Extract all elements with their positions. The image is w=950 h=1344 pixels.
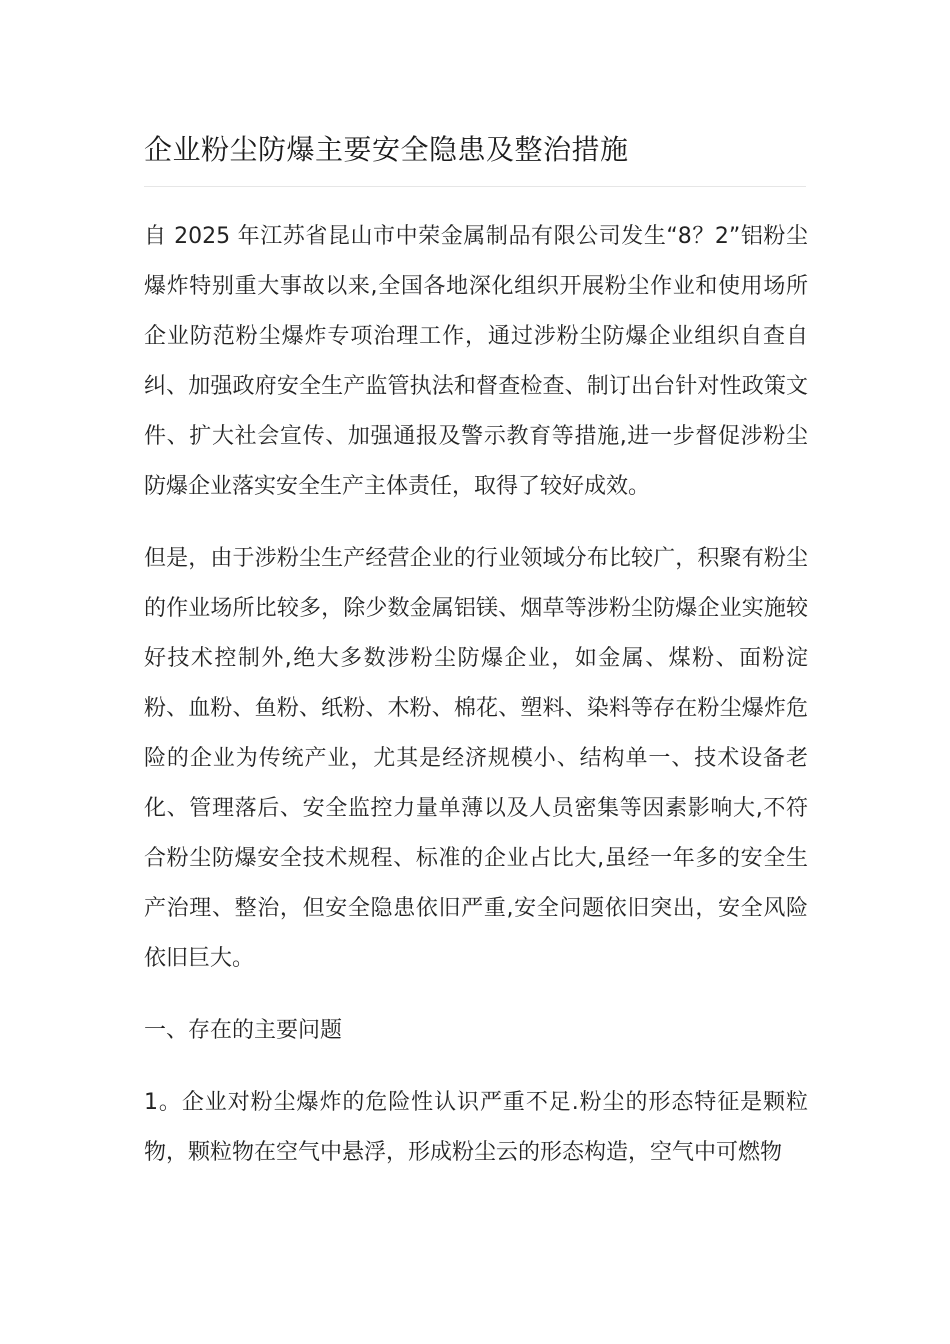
document-title: 企业粉尘防爆主要安全隐患及整治措施 xyxy=(144,133,629,166)
section-heading: 一、存在的主要问题 xyxy=(144,1018,343,1043)
paragraph-item-1: 1。企业对粉尘爆炸的危险性认识严重不足.粉尘的形态特征是颗粒物，颗粒物在空气中悬浮，形成粉尘云的形态构造，空气中可燃物 xyxy=(144,1090,808,1165)
document-body xyxy=(144,212,808,1178)
title-divider xyxy=(144,186,806,187)
paragraph-intro: 自 2025 年江苏省昆山市中荣金属制品有限公司发生“8？2”铝粉尘爆炸特别重大事故以来,全国各地深化组织开展粉尘作业和使用场所企业防范粉尘爆炸专项治理工作，通过涉粉尘防爆企业组织自查自纠、加强政府安全生产监管执法和督查检查、制订出台针对性政策文件、扩大社会宣传、加强通报及警示教育等措施,进一步督促涉粉尘防爆企业落实安全生产主体责任，取得了较好成效。 xyxy=(144,224,808,499)
paragraph-problem-overview: 但是，由于涉粉尘生产经营企业的行业领域分布比较广，积聚有粉尘的作业场所比较多，除少数金属铝镁、烟草等涉粉尘防爆企业实施较好技术控制外,绝大多数涉粉尘防爆企业，如金属、煤粉、面粉淀粉、血粉、鱼粉、纸粉、木粉、棉花、塑料、染料等存在粉尘爆炸危险的企业为传统产业，尤其是经济规模小、结构单一、技术设备老化、管理落后、安全监控力量单薄以及人员密集等因素影响大,不符合粉尘防爆安全技术规程、标准的企业占比大,虽经一年多的安全生产治理、整治，但安全隐患依旧严重,安全问题依旧突出，安全风险依旧巨大。 xyxy=(144,546,808,971)
